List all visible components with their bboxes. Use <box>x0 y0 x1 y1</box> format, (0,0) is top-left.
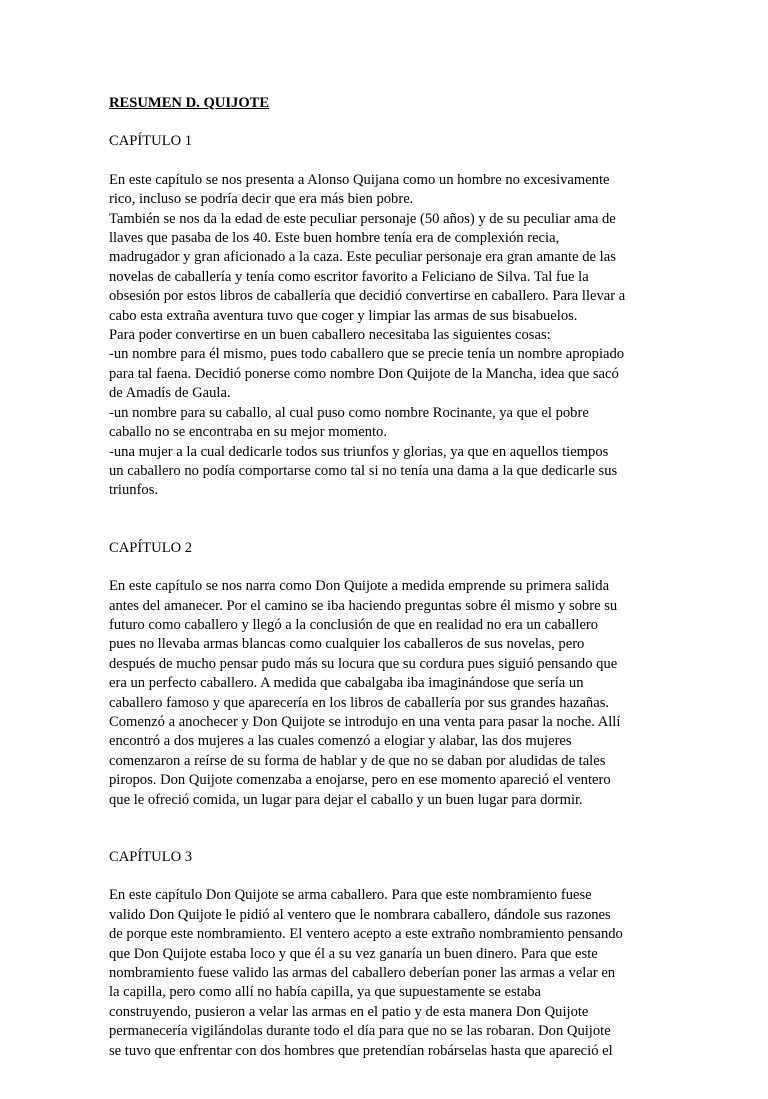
chapter-1 <box>109 132 661 500</box>
text-line: valido Don Quijote le pidió al ventero que le nombrara caballero, dándole sus razones <box>109 906 611 923</box>
text-line: antes del amanecer. Por el camino se iba haciendo preguntas sobre él mismo y sobre su <box>109 597 618 614</box>
text-line: caballo no se encontraba en su mejor momento. <box>109 424 388 441</box>
text-line: rico, incluso se podría decir que era más bien pobre. <box>109 191 414 208</box>
text-line: También se nos da la edad de este peculiar personaje (50 años) y de su peculiar ama de <box>109 210 616 227</box>
chapter-2 <box>109 539 661 810</box>
text-line: -un nombre para él mismo, pues todo caballero que se precie tenía un nombre apropiado <box>109 346 625 363</box>
chapter-body <box>109 886 661 1061</box>
text-line: que Don Quijote estaba loco y que él a su vez ganaría un buen dinero. Para que este <box>109 945 598 962</box>
chapter-body <box>109 171 661 501</box>
text-line: -una mujer a la cual dedicarle todos sus triunfos y glorias, ya que en aquellos tiempos <box>109 443 609 460</box>
text-line: Comenzó a anochecer y Don Quijote se introdujo en una venta para pasar la noche. Allí <box>109 713 621 730</box>
text-line: construyendo, pusieron a velar las armas en el patio y de esta manera Don Quijote <box>109 1003 589 1020</box>
text-line: piropos. Don Quijote comenzaba a enojarse, pero en ese momento apareció el ventero <box>109 772 611 789</box>
chapter-heading: CAPÍTULO 2 <box>109 539 193 556</box>
document-title: RESUMEN D. QUIJOTE <box>109 95 270 111</box>
text-line: que le ofreció comida, un lugar para dejar el caballo y un buen lugar para dormir. <box>109 791 583 808</box>
chapter-heading: CAPÍTULO 3 <box>109 849 193 865</box>
chapter-3 <box>109 848 661 1061</box>
text-line: En este capítulo se nos narra como Don Quijote a medida emprende su primera salida <box>109 578 610 595</box>
text-line: la capilla, pero como allí no había capilla, ya que supuestamente se estaba <box>109 984 541 1001</box>
text-line: pues no llevaba armas blancas como cualquier los caballeros de sus novelas, pero <box>109 636 585 653</box>
text-line: se tuvo que enfrentar con dos hombres que pretendían robárselas hasta que apareció el <box>109 1042 613 1059</box>
text-line: de Amadís de Gaula. <box>109 385 231 402</box>
text-line: triunfos. <box>109 482 159 499</box>
chapter-body <box>109 577 661 810</box>
text-line: de porque este nombramiento. El ventero acepto a este extraño nombramiento pensando <box>109 926 623 943</box>
text-line: Para poder convertirse en un buen caballero necesitaba las siguientes cosas: <box>109 327 551 344</box>
text-line: era un perfecto caballero. A medida que cabalgaba iba imaginándose que sería un <box>109 675 584 692</box>
text-line: llaves que pasaba de los 40. Este buen hombre tenía era de complexión recia, <box>109 230 560 247</box>
text-line: comenzaron a reírse de su forma de hablar y de que no se daban por aludidas de tales <box>109 752 606 769</box>
text-line: un caballero no podía comportarse como tal si no tenía una dama a la que dedicarle sus <box>109 462 618 479</box>
text-line: después de mucho pensar pudo más su locura que su cordura pues siguió pensando que <box>109 655 618 672</box>
text-line: caballero famoso y que aparecería en los libros de caballería por sus grandes hazañas. <box>109 694 610 711</box>
text-line: -un nombre para su caballo, al cual puso como nombre Rocinante, ya que el pobre <box>109 404 589 421</box>
text-line: cabo esta extraña aventura tuvo que coger y limpiar las armas de sus bisabuelos. <box>109 307 578 324</box>
text-line: En este capítulo Don Quijote se arma caballero. Para que este nombramiento fuese <box>109 887 592 904</box>
text-line: futuro como caballero y llegó a la conclusión de que en realidad no era un caballero <box>109 616 599 633</box>
document-page <box>109 94 661 1099</box>
text-line: En este capítulo se nos presenta a Alonso Quijana como un hombre no excesivamente <box>109 171 610 188</box>
text-line: nombramiento fuese valido las armas del caballero deberían poner las armas a velar en <box>109 965 616 982</box>
chapter-heading: CAPÍTULO 1 <box>109 133 193 150</box>
text-line: novelas de caballería y tenía como escritor favorito a Feliciano de Silva. Tal fue la <box>109 268 589 285</box>
text-line: madrugador y gran aficionado a la caza. Este peculiar personaje era gran amante de las <box>109 249 616 266</box>
text-line: encontró a dos mujeres a las cuales comenzó a elogiar y alabar, las dos mujeres <box>109 733 572 750</box>
text-line: para tal faena. Decidió ponerse como nombre Don Quijote de la Mancha, idea que sacó <box>109 365 619 382</box>
text-line: permanecería vigilándolas durante todo el día para que no se las robaran. Don Quijote <box>109 1023 611 1040</box>
text-line: obsesión por estos libros de caballería que decidió convertirse en caballero. Para llevar a <box>109 288 626 305</box>
